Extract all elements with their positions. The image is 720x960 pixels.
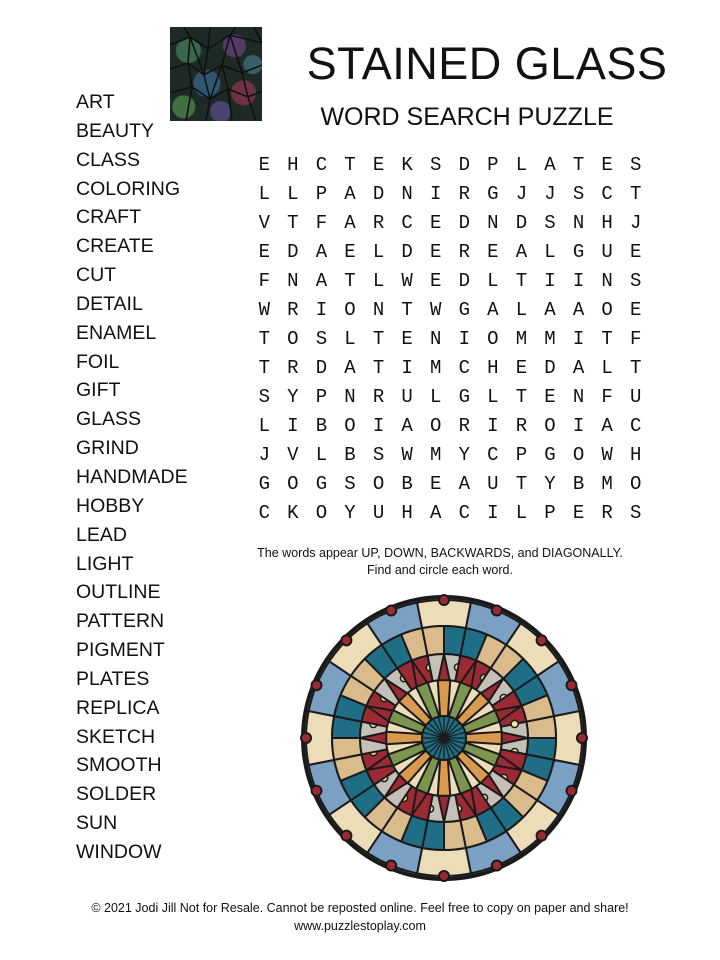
grid-letter: W (601, 444, 613, 466)
grid-letter: J (515, 183, 528, 205)
word-list-item: HANDMADE (76, 465, 188, 488)
grid-letter: G (544, 444, 556, 466)
grid-letter: R (287, 357, 299, 379)
page-title: STAINED GLASS (306, 38, 668, 89)
grid-letter: D (401, 241, 413, 263)
grid-letter: E (544, 386, 556, 408)
grid-letter: T (515, 386, 528, 408)
rim-jewel (492, 606, 502, 616)
word-list (76, 88, 188, 867)
grid-letter: E (430, 241, 442, 263)
word-list-item: ENAMEL (76, 321, 157, 344)
word-list-item: PATTERN (76, 610, 165, 633)
grid-letter: N (372, 299, 385, 321)
instructions (240, 545, 640, 579)
grid-letter: F (258, 270, 270, 292)
word-list-item: GLASS (76, 408, 142, 431)
grid-letter: U (401, 386, 413, 408)
grid-letter: S (258, 386, 270, 408)
word-list-item: ART (76, 91, 115, 113)
grid-letter: A (544, 154, 556, 176)
grid-letter: T (372, 328, 385, 350)
grid-letter: Y (287, 386, 299, 408)
grid-letter: L (601, 357, 613, 379)
grid-letter: A (458, 473, 470, 495)
grid-letter: N (287, 270, 299, 292)
grid-letter: O (601, 299, 613, 321)
grid-letter: M (430, 357, 442, 379)
word-list-item: LIGHT (76, 552, 134, 575)
grid-letter: P (315, 183, 328, 205)
grid-letter: H (601, 212, 613, 234)
grid-letter: B (572, 473, 585, 495)
grid-letter: M (544, 328, 556, 350)
grid-letter: W (401, 444, 413, 466)
grid-letter: D (458, 212, 470, 234)
grid-letter: S (630, 270, 642, 292)
grid-letter: R (287, 299, 299, 321)
rim-jewel (577, 733, 587, 743)
word-list-item: HOBBY (76, 494, 145, 517)
grid-letter: W (430, 299, 442, 321)
grid-letter: E (372, 154, 385, 176)
word-list-item: COLORING (76, 177, 181, 200)
grid-letter: D (372, 183, 385, 205)
grid-letter: I (458, 328, 470, 350)
grid-letter: N (601, 270, 613, 292)
instructions-line-2: Find and circle each word. (367, 563, 513, 577)
grid-letter: E (401, 328, 413, 350)
grid-letter: A (401, 415, 413, 437)
grid-letter: D (515, 212, 528, 234)
grid-letter: N (344, 386, 356, 408)
grid-letter: A (344, 183, 356, 205)
grid-letter: E (572, 502, 585, 524)
rim-jewel (537, 635, 547, 645)
grid-letter: A (515, 241, 528, 263)
copyright-notice: © 2021 Jodi Jill Not for Resale. Cannot be reposted online. Feel free to copy on paper and share! (91, 901, 629, 915)
grid-letter: D (544, 357, 556, 379)
grid-letter: N (430, 328, 442, 350)
grid-letter: L (258, 183, 270, 205)
rim-jewel (301, 733, 311, 743)
word-list-item: FOIL (76, 350, 120, 373)
grid-letter: R (458, 241, 470, 263)
grid-letter: R (601, 502, 613, 524)
grid-letter: A (344, 212, 356, 234)
rim-jewel (492, 861, 502, 871)
grid-letter: E (630, 299, 642, 321)
word-list-item: GRIND (76, 437, 139, 460)
website-link: www.puzzlestoplay.com (294, 919, 426, 933)
letter-grid (250, 151, 650, 528)
grid-letter: G (487, 183, 499, 205)
grid-letter: G (258, 473, 270, 495)
grid-letter: T (287, 212, 299, 234)
grid-letter: L (544, 241, 556, 263)
grid-letter: E (258, 241, 270, 263)
footer (0, 899, 720, 935)
grid-letter: S (430, 154, 442, 176)
grid-letter: L (258, 415, 270, 437)
grid-letter: R (515, 415, 528, 437)
grid-letter: O (344, 299, 356, 321)
grid-letter: O (287, 328, 299, 350)
grid-letter: E (344, 241, 356, 263)
grid-letter: G (458, 299, 470, 321)
grid-letter: I (430, 183, 442, 205)
rim-jewel (439, 871, 449, 881)
grid-letter: E (630, 241, 642, 263)
grid-letter: I (572, 415, 585, 437)
grid-letter: I (372, 415, 385, 437)
grid-letter: U (601, 241, 613, 263)
stained-glass-rose-window (300, 594, 588, 882)
grid-letter: O (315, 502, 328, 524)
word-list-item: BEAUTY (76, 119, 155, 142)
grid-letter: H (630, 444, 642, 466)
grid-letter: H (287, 154, 299, 176)
grid-letter: M (515, 328, 528, 350)
grid-letter: R (458, 183, 470, 205)
grid-letter: R (458, 415, 470, 437)
rim-jewel (439, 595, 449, 605)
grid-letter: N (487, 212, 499, 234)
grid-letter: C (401, 212, 413, 234)
page-subtitle: WORD SEARCH PUZZLE (320, 103, 614, 131)
grid-letter: H (487, 357, 499, 379)
grid-letter: W (258, 299, 270, 321)
grid-letter: T (630, 357, 642, 379)
grid-letter: V (287, 444, 299, 466)
grid-letter: S (630, 154, 642, 176)
grid-letter: U (372, 502, 385, 524)
grid-letter: L (515, 299, 528, 321)
center-hub (440, 734, 448, 742)
rim-jewel (312, 786, 322, 796)
grid-letter: A (572, 357, 585, 379)
grid-letter: S (372, 444, 385, 466)
grid-letter: A (430, 502, 442, 524)
grid-letter: U (630, 386, 642, 408)
grid-letter: S (630, 502, 642, 524)
grid-letter: O (344, 415, 356, 437)
grid-letter: R (372, 212, 385, 234)
word-list-item: WINDOW (76, 840, 162, 863)
grid-letter: S (572, 183, 585, 205)
grid-letter: L (515, 502, 528, 524)
grid-letter: T (515, 270, 528, 292)
grid-letter: P (515, 444, 528, 466)
grid-letter: V (258, 212, 270, 234)
grid-letter: L (372, 241, 385, 263)
grid-letter: L (487, 270, 499, 292)
grid-letter: C (458, 357, 470, 379)
grid-letter: J (544, 183, 556, 205)
grid-letter: K (287, 502, 299, 524)
grid-letter: P (544, 502, 556, 524)
grid-letter: T (572, 154, 585, 176)
grid-letter: O (287, 473, 299, 495)
grid-letter: S (344, 473, 356, 495)
grid-letter: G (315, 473, 328, 495)
grid-letter: I (544, 270, 556, 292)
grid-letter: S (315, 328, 328, 350)
grid-letter: T (344, 154, 356, 176)
grid-letter: E (515, 357, 528, 379)
grid-letter: L (344, 328, 356, 350)
grid-letter: G (572, 241, 585, 263)
word-list-item: GIFT (76, 379, 121, 402)
grid-letter: B (344, 444, 356, 466)
grid-letter: C (315, 154, 328, 176)
word-list-item: SKETCH (76, 725, 156, 748)
grid-letter: E (430, 212, 442, 234)
grid-letter: L (287, 183, 299, 205)
grid-letter: F (630, 328, 642, 350)
grid-letter: P (487, 154, 499, 176)
grid-letter: E (258, 154, 270, 176)
grid-letter: D (458, 270, 470, 292)
word-list-item: CREATE (76, 235, 154, 258)
grid-letter: E (601, 154, 613, 176)
word-list-item: PLATES (76, 667, 150, 690)
grid-letter: N (401, 183, 413, 205)
word-list-item: SOLDER (76, 783, 157, 806)
grid-letter: Y (544, 473, 556, 495)
rim-jewel (567, 680, 577, 690)
grid-letter: M (430, 444, 442, 466)
grid-letter: N (572, 386, 585, 408)
grid-letter: I (572, 328, 585, 350)
grid-letter: L (372, 270, 385, 292)
word-list-item: PIGMENT (76, 639, 165, 662)
word-list-item: CRAFT (76, 206, 141, 229)
grid-letter: Y (458, 444, 470, 466)
rim-jewel (567, 786, 577, 796)
grid-letter: A (315, 241, 328, 263)
grid-letter: C (601, 183, 613, 205)
grid-letter: A (344, 357, 356, 379)
grid-letter: F (601, 386, 613, 408)
grid-letter: W (401, 270, 413, 292)
grid-letter: E (487, 241, 499, 263)
yellow-dot (511, 720, 518, 727)
word-list-item: DETAIL (76, 292, 143, 315)
grid-letter: F (315, 212, 328, 234)
word-list-item: SUN (76, 812, 118, 835)
word-list-item: SMOOTH (76, 754, 162, 777)
grid-letter: O (572, 444, 585, 466)
grid-letter: C (487, 444, 499, 466)
rim-jewel (341, 635, 351, 645)
grid-letter: I (572, 270, 585, 292)
grid-letter: I (487, 502, 499, 524)
grid-letter: O (544, 415, 556, 437)
grid-letter: C (630, 415, 642, 437)
rim-jewel (386, 606, 396, 616)
grid-letter: O (430, 415, 442, 437)
rim-jewel (386, 861, 396, 871)
rim-jewel (537, 831, 547, 841)
grid-letter: A (315, 270, 328, 292)
grid-letter: A (544, 299, 556, 321)
grid-letter: T (258, 357, 270, 379)
grid-letter: J (258, 444, 270, 466)
grid-letter: O (372, 473, 385, 495)
grid-letter: O (487, 328, 499, 350)
grid-letter: P (315, 386, 328, 408)
grid-letter: R (372, 386, 385, 408)
grid-letter: N (572, 212, 585, 234)
word-list-item: OUTLINE (76, 581, 161, 604)
rim-jewel (312, 680, 322, 690)
grid-letter: T (601, 328, 613, 350)
grid-letter: L (430, 386, 442, 408)
grid-letter: S (544, 212, 556, 234)
grid-letter: E (430, 270, 442, 292)
grid-letter: Y (344, 502, 356, 524)
grid-letter: K (401, 154, 413, 176)
word-list-item: LEAD (76, 523, 127, 546)
grid-letter: I (401, 357, 413, 379)
grid-letter: I (315, 299, 328, 321)
grid-letter: L (515, 154, 528, 176)
grid-letter: T (258, 328, 270, 350)
grid-letter: D (287, 241, 299, 263)
grid-letter: D (458, 154, 470, 176)
grid-letter: J (630, 212, 642, 234)
grid-letter: U (487, 473, 499, 495)
grid-letter: T (401, 299, 413, 321)
grid-letter: A (601, 415, 613, 437)
grid-letter: I (487, 415, 499, 437)
grid-letter: L (487, 386, 499, 408)
grid-letter: T (630, 183, 642, 205)
word-list-item: CLASS (76, 148, 140, 171)
grid-letter: A (487, 299, 499, 321)
grid-letter: I (287, 415, 299, 437)
grid-letter: L (315, 444, 328, 466)
grid-letter: E (430, 473, 442, 495)
grid-letter: H (401, 502, 413, 524)
grid-letter: D (315, 357, 328, 379)
grid-letter: A (572, 299, 585, 321)
grid-letter: M (601, 473, 613, 495)
grid-letter: O (630, 473, 642, 495)
grid-letter: B (401, 473, 413, 495)
instructions-line-1: The words appear UP, DOWN, BACKWARDS, and DIAGONALLY. (257, 546, 623, 560)
grid-letter: C (458, 502, 470, 524)
word-list-item: CUT (76, 264, 117, 287)
grid-letter: G (458, 386, 470, 408)
grid-letter: T (344, 270, 356, 292)
grid-letter: T (515, 473, 528, 495)
grid-letter: C (258, 502, 270, 524)
rim-jewel (341, 831, 351, 841)
grid-letter: B (315, 415, 328, 437)
grid-letter: T (372, 357, 385, 379)
word-list-item: REPLICA (76, 696, 160, 719)
